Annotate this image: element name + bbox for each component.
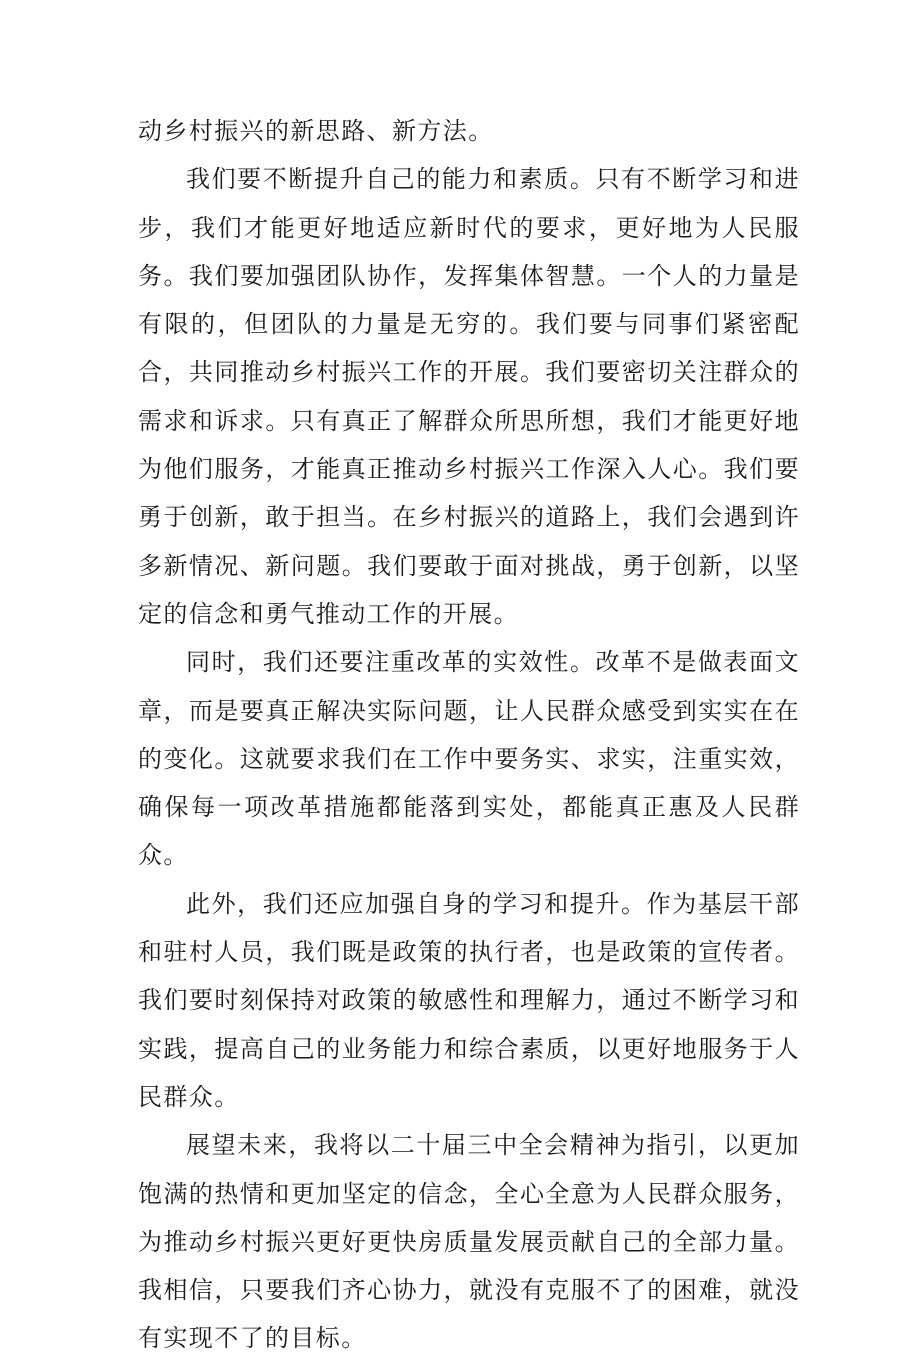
paragraph-continuation: 动乡村振兴的新思路、新方法。: [138, 117, 494, 145]
paragraph-reform-effectiveness: 同时，我们还要注重改革的实效性。改革不是做表面文章，而是要真正解决实际问题，让人民群众感受到实实在在的变化。这就要求我们在工作中要务实、求实，注重实效，确保每一项改革措施都能落到实处，都能真正惠及人民群众。: [138, 648, 800, 870]
paragraph-self-learning: 此外，我们还应加强自身的学习和提升。作为基层干部和驻村人员，我们既是政策的执行者，也是政策的宣传者。我们要时刻保持对政策的敏感性和理解力，通过不断学习和实践，提高自己的业务能力和综合素质，以更好地服务于人民群众。: [138, 889, 800, 1111]
paragraph-outlook: 展望未来，我将以二十届三中全会精神为指引，以更加饱满的热情和更加坚定的信念，全心全意为人民群众服务，为推动乡村振兴更好更快房质量发展贡献自己的全部力量。我相信，只要我们齐心协力，就没有克服不了的困难，就没有实现不了的目标。: [138, 1131, 800, 1353]
paragraph-abilities: 我们要不断提升自己的能力和素质。只有不断学习和进步，我们才能更好地适应新时代的要求，更好地为人民服务。我们要加强团队协作，发挥集体智慧。一个人的力量是有限的，但团队的力量是无穷的。我们要与同事们紧密配合，共同推动乡村振兴工作的开展。我们要密切关注群众的需求和诉求。只有真正了解群众所思所想，我们才能更好地为他们服务，才能真正推动乡村振兴工作深入人心。我们要勇于创新，敢于担当。在乡村振兴的道路上，我们会遇到许多新情况、新问题。我们要敢于面对挑战，勇于创新，以坚定的信念和勇气推动工作的开展。: [138, 165, 800, 628]
document-body: [138, 107, 800, 1363]
